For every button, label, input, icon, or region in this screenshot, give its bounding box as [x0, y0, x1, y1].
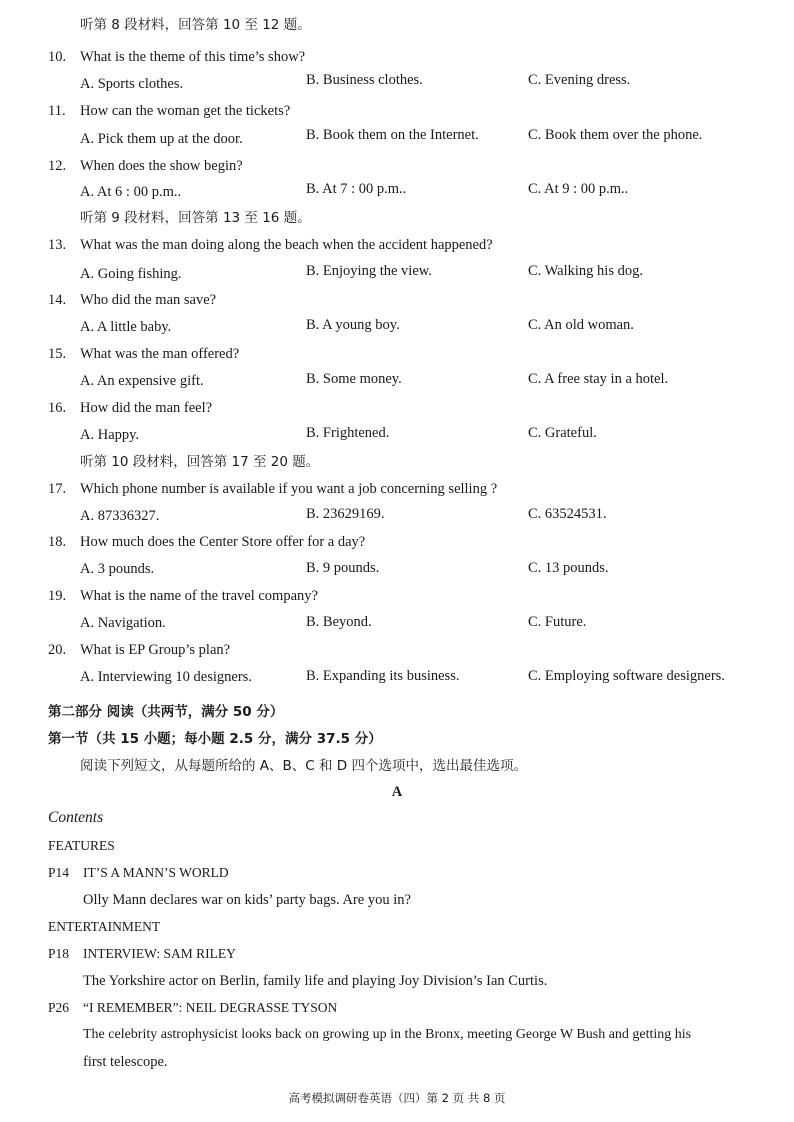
option-a: A. Happy. [80, 427, 140, 443]
option-c: C. A free stay in a hotel. [528, 371, 669, 387]
question-text: What is EP Group’s plan? [80, 642, 231, 658]
question-text: What was the man offered? [80, 346, 240, 362]
page-footer: 高考模拟调研卷英语（四）第 2 页 共 8 页 [288, 1091, 506, 1105]
question-text: What was the man doing along the beach when the accident happened? [80, 237, 493, 253]
question-text: Which phone number is available if you want a job concerning selling ? [80, 481, 498, 497]
option-b: B. 9 pounds. [306, 560, 380, 576]
option-c: C. 13 pounds. [528, 560, 609, 576]
option-a: A. Navigation. [80, 615, 166, 631]
option-c: C. Future. [528, 614, 587, 630]
entry-desc-p14: Olly Mann declares war on kids’ party bags. Are you in? [83, 892, 411, 908]
page-ref-p26: P26 [48, 1000, 70, 1015]
contents-title: Contents [48, 809, 104, 826]
listening-note-10: 听第 10 段材料，回答第 17 至 20 题。 [80, 454, 320, 470]
option-a: A. A little baby. [80, 319, 172, 335]
option-b: B. A young boy. [306, 317, 400, 333]
page-ref-p18: P18 [48, 946, 70, 961]
question-number: 17. [48, 481, 67, 497]
page-ref-p14: P14 [48, 865, 70, 880]
option-c: C. At 9 : 00 p.m.. [528, 181, 629, 197]
entry-title-p26: “I REMEMBER”: NEIL DEGRASSE TYSON [83, 1000, 338, 1015]
option-a: A. An expensive gift. [80, 373, 204, 389]
option-b: B. At 7 : 00 p.m.. [306, 181, 407, 197]
question-number: 15. [48, 346, 67, 362]
part-heading: 第二部分 阅读（共两节，满分 50 分） [48, 704, 284, 720]
option-c: C. 63524531. [528, 506, 607, 522]
passage-letter: A [391, 784, 403, 800]
entry-title-p18: INTERVIEW: SAM RILEY [83, 946, 236, 961]
question-number: 20. [48, 642, 67, 658]
option-a: A. 3 pounds. [80, 561, 155, 577]
entry-desc-p26-line1: The celebrity astrophysicist looks back on growing up in the Bronx, meeting George W Bush and getting his [83, 1027, 692, 1042]
option-b: B. Enjoying the view. [306, 263, 432, 279]
option-a: A. Interviewing 10 designers. [80, 669, 252, 685]
option-b: B. Some money. [306, 371, 402, 387]
question-text: When does the show begin? [80, 158, 243, 174]
question-number: 19. [48, 588, 67, 604]
category-entertainment: ENTERTAINMENT [48, 919, 161, 934]
question-text: What is the name of the travel company? [80, 588, 318, 604]
option-b: B. Book them on the Internet. [306, 127, 479, 143]
option-b: B. Business clothes. [306, 72, 423, 88]
question-text: How much does the Center Store offer for a day? [80, 534, 366, 550]
entry-desc-p18: The Yorkshire actor on Berlin, family life and playing Joy Division’s Ian Curtis. [83, 973, 548, 989]
option-a: A. Pick them up at the door. [80, 131, 243, 147]
option-c: C. Grateful. [528, 425, 597, 441]
question-text: How can the woman get the tickets? [80, 103, 291, 119]
option-a: A. At 6 : 00 p.m.. [80, 184, 182, 200]
question-number: 16. [48, 400, 67, 416]
entry-title-p14: IT’S A MANN’S WORLD [83, 865, 229, 880]
reading-instruction: 阅读下列短文，从每题所给的 A、B、C 和 D 四个选项中，选出最佳选项。 [80, 758, 527, 774]
question-number: 13. [48, 237, 67, 253]
listening-note-8: 听第 8 段材料，回答第 10 至 12 题。 [80, 17, 311, 33]
question-text: How did the man feel? [80, 400, 213, 416]
option-c: C. Evening dress. [528, 72, 631, 88]
question-number: 18. [48, 534, 67, 550]
option-a: A. Going fishing. [80, 266, 182, 282]
question-text: Who did the man save? [80, 292, 217, 308]
option-b: B. Beyond. [306, 614, 372, 630]
entry-desc-p26-line2: first telescope. [83, 1054, 168, 1070]
section-heading: 第一节（共 15 小题；每小题 2.5 分，满分 37.5 分） [48, 731, 382, 747]
option-b: B. Expanding its business. [306, 668, 460, 684]
question-text: What is the theme of this time’s show? [80, 49, 306, 65]
category-features: FEATURES [48, 838, 115, 853]
option-a: A. 87336327. [80, 508, 160, 524]
option-c: C. An old woman. [528, 317, 634, 333]
question-number: 14. [48, 292, 67, 308]
option-c: C. Employing software designers. [528, 668, 725, 684]
question-number: 11. [48, 103, 66, 119]
option-b: B. 23629169. [306, 506, 385, 522]
question-number: 12. [48, 158, 67, 174]
listening-note-9: 听第 9 段材料，回答第 13 至 16 题。 [80, 210, 311, 226]
option-c: C. Walking his dog. [528, 263, 643, 279]
option-a: A. Sports clothes. [80, 76, 184, 92]
question-number: 10. [48, 49, 67, 65]
option-c: C. Book them over the phone. [528, 127, 703, 143]
option-b: B. Frightened. [306, 425, 390, 441]
